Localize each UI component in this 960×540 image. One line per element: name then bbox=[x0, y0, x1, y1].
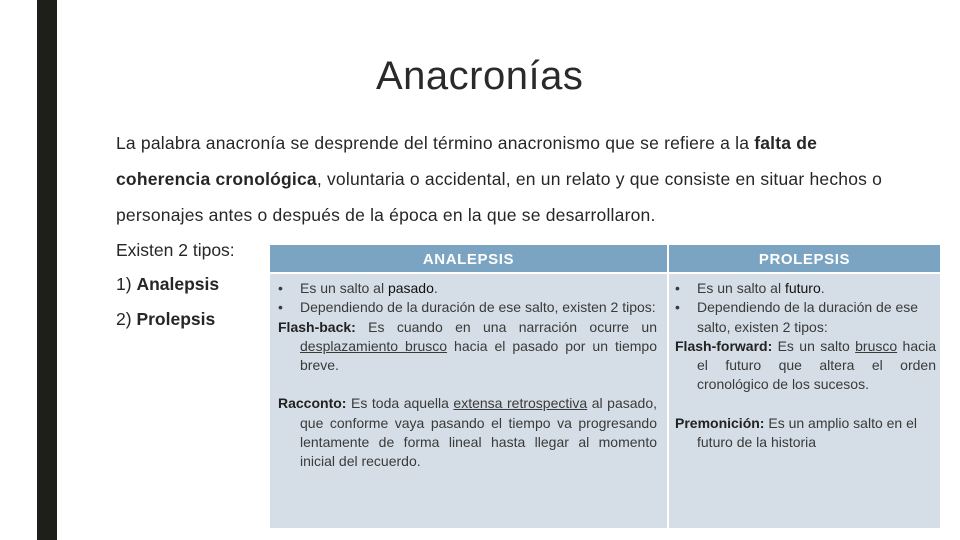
table-cell-analepsis bbox=[270, 274, 667, 528]
bullet-text: Dependiendo de la duración de ese salto, existen 2 tipos: bbox=[300, 299, 656, 316]
definition-text: Es cuando en una narración ocurre un bbox=[355, 318, 657, 335]
flashforward-label: Flash-forward: bbox=[675, 337, 773, 354]
table-header-prolepsis: PROLEPSIS bbox=[669, 245, 940, 272]
intro-text-2: , voluntaria o accidental, en un relato y que consiste en situar hechos o personajes antes o después de la época en la que se desarrollaron. bbox=[116, 169, 883, 225]
definition-text: Es toda aquella bbox=[346, 395, 454, 412]
intro-text-1: La palabra anacronía se desprende del término anacronismo que se refiere a la bbox=[116, 133, 755, 153]
racconto-label: Racconto: bbox=[278, 395, 347, 412]
bullet-item bbox=[278, 279, 657, 298]
type-name: Analepsis bbox=[136, 274, 220, 294]
slide-title: Anacronías bbox=[376, 54, 584, 98]
definition-text: Es un amplio salto en el futuro de la historia bbox=[697, 414, 917, 451]
underlined-text: desplazamiento brusco bbox=[300, 337, 448, 354]
type-item-analepsis bbox=[116, 274, 219, 295]
bullet-icon: • bbox=[675, 299, 680, 316]
types-heading: Existen 2 tipos: bbox=[116, 240, 235, 260]
comparison-table bbox=[268, 243, 942, 530]
flashback-label: Flash-back: bbox=[278, 318, 356, 335]
type-name: Prolepsis bbox=[136, 309, 216, 329]
bullet-item bbox=[675, 298, 936, 337]
underlined-text: extensa retrospectiva bbox=[453, 395, 588, 412]
intro-bold: falta de coherencia cronológica bbox=[116, 133, 818, 189]
bullet-icon: • bbox=[278, 299, 283, 316]
definition-text-end: hacia el pasado por un tiempo breve. bbox=[300, 337, 657, 374]
bullet-item bbox=[675, 279, 936, 298]
type-item-prolepsis bbox=[116, 309, 215, 330]
premonicion-label: Premonición: bbox=[675, 414, 765, 431]
bullet-text-end: . bbox=[820, 280, 825, 296]
flashback-definition bbox=[278, 318, 657, 376]
bullet-item bbox=[278, 298, 657, 317]
flashforward-definition bbox=[675, 337, 936, 395]
intro-paragraph bbox=[116, 125, 916, 233]
premonicion-definition bbox=[675, 414, 936, 453]
bullet-text-end: . bbox=[433, 280, 438, 296]
bullet-text: Es un salto al bbox=[697, 280, 785, 296]
bullet-bold: pasado bbox=[387, 280, 434, 296]
underlined-text: brusco bbox=[855, 337, 898, 354]
slide-side-bar bbox=[37, 0, 57, 540]
bullet-icon: • bbox=[278, 280, 283, 296]
bullet-bold: futuro bbox=[784, 280, 821, 296]
table-header-analepsis: ANALEPSIS bbox=[270, 245, 667, 272]
bullet-icon: • bbox=[675, 280, 680, 296]
definition-text-end: hacia el futuro que altera el orden cronológico de los sucesos. bbox=[697, 337, 936, 393]
bullet-text: Es un salto al bbox=[300, 280, 388, 296]
definition-text-end: al pasado, que conforme vaya pasando el tiempo va progresando lentamente de forma lineal hasta llegar al momento inicial del recuerdo. bbox=[300, 395, 658, 470]
table-cell-prolepsis bbox=[669, 274, 940, 528]
bullet-text: Dependiendo de la duración de ese salto, existen 2 tipos: bbox=[697, 299, 919, 335]
racconto-definition bbox=[278, 394, 657, 471]
type-number: 2) bbox=[116, 309, 132, 329]
type-number: 1) bbox=[116, 274, 132, 294]
definition-text: Es un salto bbox=[772, 337, 856, 354]
